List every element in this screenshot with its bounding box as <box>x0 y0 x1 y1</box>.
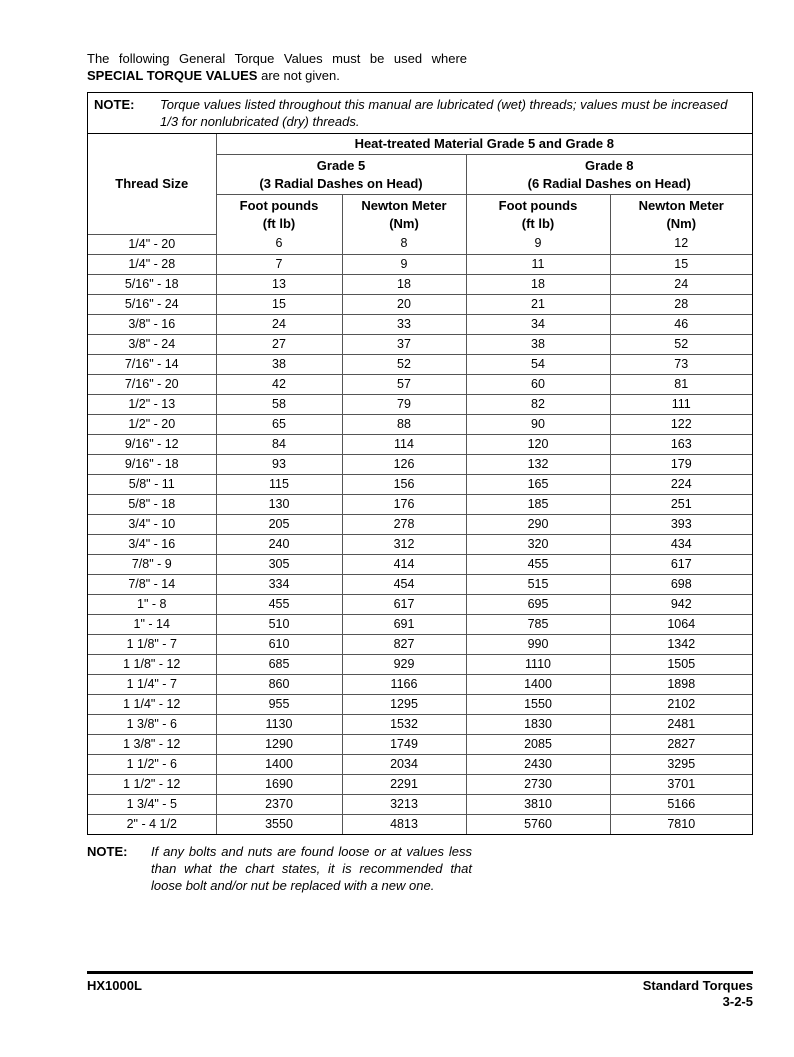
torque-value-cell: 205 <box>216 514 342 534</box>
thread-size-cell: 1 1/4" - 7 <box>88 674 216 694</box>
torque-value-cell: 1130 <box>216 714 342 734</box>
torque-value-cell: 1550 <box>466 694 610 714</box>
newton-meter-unit: (Nm) <box>389 215 419 231</box>
torque-value-cell: 2730 <box>466 774 610 794</box>
torque-value-cell: 617 <box>610 554 752 574</box>
torque-value-cell: 60 <box>466 374 610 394</box>
intro-text <box>87 50 467 84</box>
torque-value-cell: 224 <box>610 474 752 494</box>
torque-value-cell: 38 <box>216 354 342 374</box>
special-torque-values-label: SPECIAL TORQUE VALUES <box>87 68 258 83</box>
thread-size-cell: 5/16" - 24 <box>88 294 216 314</box>
thread-size-cell: 5/16" - 18 <box>88 274 216 294</box>
torque-value-cell: 1505 <box>610 654 752 674</box>
foot-pounds-label: Foot pounds <box>498 197 578 213</box>
torque-value-cell: 929 <box>342 654 466 674</box>
newton-meter-label: Newton Meter <box>361 197 447 213</box>
thread-size-cell: 7/8" - 9 <box>88 554 216 574</box>
thread-size-header: Thread Size <box>88 134 216 234</box>
torque-value-cell: 27 <box>216 334 342 354</box>
torque-value-cell: 21 <box>466 294 610 314</box>
grade5-header <box>216 155 466 195</box>
thread-size-cell: 1 3/4" - 5 <box>88 794 216 814</box>
torque-value-cell: 54 <box>466 354 610 374</box>
thread-size-cell: 1 3/8" - 6 <box>88 714 216 734</box>
table-row <box>88 494 752 514</box>
torque-value-cell: 1690 <box>216 774 342 794</box>
table-row <box>88 474 752 494</box>
torque-value-cell: 13 <box>216 274 342 294</box>
thread-size-cell: 1" - 8 <box>88 594 216 614</box>
torque-value-cell: 251 <box>610 494 752 514</box>
torque-value-cell: 3295 <box>610 754 752 774</box>
intro-line-2-rest: are not given. <box>257 68 340 83</box>
torque-value-cell: 11 <box>466 254 610 274</box>
torque-value-cell: 111 <box>610 394 752 414</box>
thread-size-cell: 9/16" - 12 <box>88 434 216 454</box>
torque-value-cell: 90 <box>466 414 610 434</box>
thread-size-cell: 5/8" - 11 <box>88 474 216 494</box>
torque-value-cell: 320 <box>466 534 610 554</box>
table-row <box>88 714 752 734</box>
torque-value-cell: 1830 <box>466 714 610 734</box>
footer-section <box>643 978 753 1010</box>
grade8-header <box>466 155 752 195</box>
thread-size-cell: 1/2" - 20 <box>88 414 216 434</box>
table-row <box>88 414 752 434</box>
thread-size-cell: 7/8" - 14 <box>88 574 216 594</box>
intro-line-1: The following General Torque Values must be used where <box>87 51 467 66</box>
grade8-newton-meter-header <box>610 195 752 235</box>
torque-value-cell: 57 <box>342 374 466 394</box>
intro-line-2 <box>87 68 340 83</box>
torque-value-cell: 120 <box>466 434 610 454</box>
torque-value-cell: 955 <box>216 694 342 714</box>
table-row <box>88 694 752 714</box>
thread-size-cell: 1" - 14 <box>88 614 216 634</box>
torque-value-cell: 455 <box>466 554 610 574</box>
torque-value-cell: 942 <box>610 594 752 614</box>
torque-value-cell: 6 <box>216 234 342 254</box>
torque-value-cell: 454 <box>342 574 466 594</box>
thread-size-cell: 5/8" - 18 <box>88 494 216 514</box>
torque-value-cell: 5166 <box>610 794 752 814</box>
torque-value-cell: 312 <box>342 534 466 554</box>
torque-value-cell: 3213 <box>342 794 466 814</box>
torque-value-cell: 455 <box>216 594 342 614</box>
table-row <box>88 254 752 274</box>
torque-value-cell: 18 <box>342 274 466 294</box>
torque-value-cell: 3810 <box>466 794 610 814</box>
torque-value-cell: 5760 <box>466 814 610 834</box>
table-row <box>88 434 752 454</box>
torque-value-cell: 130 <box>216 494 342 514</box>
table-row <box>88 514 752 534</box>
table-row <box>88 334 752 354</box>
torque-value-cell: 1400 <box>466 674 610 694</box>
torque-value-cell: 1110 <box>466 654 610 674</box>
footer-model: HX1000L <box>87 978 142 993</box>
torque-value-cell: 15 <box>216 294 342 314</box>
torque-value-cell: 990 <box>466 634 610 654</box>
torque-value-cell: 1400 <box>216 754 342 774</box>
thread-size-cell: 9/16" - 18 <box>88 454 216 474</box>
table-row <box>88 274 752 294</box>
torque-value-cell: 7810 <box>610 814 752 834</box>
table-row <box>88 674 752 694</box>
torque-value-cell: 2827 <box>610 734 752 754</box>
torque-value-cell: 510 <box>216 614 342 634</box>
table-row <box>88 574 752 594</box>
grade5-foot-pounds-header <box>216 195 342 235</box>
table-row <box>88 454 752 474</box>
thread-size-cell: 7/16" - 14 <box>88 354 216 374</box>
torque-value-cell: 122 <box>610 414 752 434</box>
torque-value-cell: 240 <box>216 534 342 554</box>
torque-value-cell: 860 <box>216 674 342 694</box>
torque-value-cell: 2430 <box>466 754 610 774</box>
foot-pounds-unit: (ft lb) <box>521 215 555 231</box>
table-row <box>88 794 752 814</box>
grade8-foot-pounds-header <box>466 195 610 235</box>
torque-value-cell: 28 <box>610 294 752 314</box>
torque-value-cell: 12 <box>610 234 752 254</box>
torque-value-cell: 126 <box>342 454 466 474</box>
thread-size-cell: 1 1/4" - 12 <box>88 694 216 714</box>
torque-value-cell: 176 <box>342 494 466 514</box>
thread-size-cell: 3/4" - 10 <box>88 514 216 534</box>
torque-value-cell: 1064 <box>610 614 752 634</box>
torque-value-cell: 38 <box>466 334 610 354</box>
grade8-subtitle: (6 Radial Dashes on Head) <box>527 175 691 191</box>
torque-value-cell: 1532 <box>342 714 466 734</box>
torque-table-body <box>88 234 752 834</box>
grade5-newton-meter-header <box>342 195 466 235</box>
torque-value-cell: 414 <box>342 554 466 574</box>
torque-value-cell: 52 <box>610 334 752 354</box>
torque-value-cell: 20 <box>342 294 466 314</box>
torque-value-cell: 156 <box>342 474 466 494</box>
note-bottom-text: If any bolts and nuts are found loose or at values less than what the chart states, it is recommended that loose bolt and/or nut be replaced with a new one. <box>151 844 472 893</box>
grade8-title: Grade 8 <box>585 157 634 173</box>
torque-value-cell: 7 <box>216 254 342 274</box>
thread-size-cell: 3/8" - 16 <box>88 314 216 334</box>
torque-value-cell: 515 <box>466 574 610 594</box>
table-row <box>88 354 752 374</box>
thread-size-cell: 3/8" - 24 <box>88 334 216 354</box>
torque-value-cell: 163 <box>610 434 752 454</box>
torque-value-cell: 695 <box>466 594 610 614</box>
table-row <box>88 374 752 394</box>
thread-size-cell: 1 1/8" - 12 <box>88 654 216 674</box>
table-row <box>88 614 752 634</box>
torque-value-cell: 1290 <box>216 734 342 754</box>
note-top <box>88 93 752 134</box>
torque-value-cell: 37 <box>342 334 466 354</box>
material-header: Heat-treated Material Grade 5 and Grade 8 <box>216 134 752 155</box>
footer-page-number: 3-2-5 <box>722 994 753 1009</box>
torque-value-cell: 434 <box>610 534 752 554</box>
thread-size-cell: 1 1/2" - 12 <box>88 774 216 794</box>
torque-value-cell: 290 <box>466 514 610 534</box>
torque-value-cell: 114 <box>342 434 466 454</box>
torque-value-cell: 42 <box>216 374 342 394</box>
torque-value-cell: 685 <box>216 654 342 674</box>
torque-value-cell: 34 <box>466 314 610 334</box>
table-row <box>88 314 752 334</box>
torque-value-cell: 305 <box>216 554 342 574</box>
torque-value-cell: 617 <box>342 594 466 614</box>
torque-value-cell: 2481 <box>610 714 752 734</box>
torque-value-cell: 58 <box>216 394 342 414</box>
torque-value-cell: 9 <box>342 254 466 274</box>
torque-value-cell: 15 <box>610 254 752 274</box>
torque-value-cell: 93 <box>216 454 342 474</box>
table-row <box>88 234 752 254</box>
torque-value-cell: 827 <box>342 634 466 654</box>
torque-value-cell: 2034 <box>342 754 466 774</box>
torque-value-cell: 185 <box>466 494 610 514</box>
torque-value-cell: 4813 <box>342 814 466 834</box>
torque-value-cell: 785 <box>466 614 610 634</box>
torque-value-cell: 3701 <box>610 774 752 794</box>
torque-value-cell: 278 <box>342 514 466 534</box>
table-row <box>88 594 752 614</box>
table-row <box>88 554 752 574</box>
grade5-subtitle: (3 Radial Dashes on Head) <box>259 175 423 191</box>
thread-size-cell: 1/4" - 28 <box>88 254 216 274</box>
torque-value-cell: 698 <box>610 574 752 594</box>
torque-value-cell: 1166 <box>342 674 466 694</box>
torque-value-cell: 334 <box>216 574 342 594</box>
note-bottom <box>87 843 472 894</box>
torque-value-cell: 1295 <box>342 694 466 714</box>
torque-value-cell: 2085 <box>466 734 610 754</box>
table-row <box>88 774 752 794</box>
torque-value-cell: 73 <box>610 354 752 374</box>
table-row <box>88 754 752 774</box>
torque-value-cell: 46 <box>610 314 752 334</box>
torque-value-cell: 691 <box>342 614 466 634</box>
torque-value-cell: 84 <box>216 434 342 454</box>
torque-value-cell: 81 <box>610 374 752 394</box>
table-row <box>88 634 752 654</box>
thread-size-cell: 1/2" - 13 <box>88 394 216 414</box>
newton-meter-unit: (Nm) <box>666 215 697 231</box>
foot-pounds-label: Foot pounds <box>239 197 319 213</box>
torque-value-cell: 1898 <box>610 674 752 694</box>
torque-value-cell: 610 <box>216 634 342 654</box>
torque-value-cell: 3550 <box>216 814 342 834</box>
thread-size-cell: 1 1/8" - 7 <box>88 634 216 654</box>
torque-value-cell: 8 <box>342 234 466 254</box>
torque-value-cell: 82 <box>466 394 610 414</box>
torque-value-cell: 1342 <box>610 634 752 654</box>
torque-value-cell: 24 <box>610 274 752 294</box>
torque-value-cell: 179 <box>610 454 752 474</box>
table-row <box>88 534 752 554</box>
note-top-text: Torque values listed throughout this manual are lubricated (wet) threads; values must be increased 1/3 for nonlubricated (dry) threads. <box>160 97 728 129</box>
table-row <box>88 394 752 414</box>
table-row <box>88 814 752 834</box>
grade5-title: Grade 5 <box>316 157 366 173</box>
torque-value-cell: 393 <box>610 514 752 534</box>
thread-size-cell: 2" - 4 1/2 <box>88 814 216 834</box>
table-row <box>88 734 752 754</box>
torque-value-cell: 115 <box>216 474 342 494</box>
torque-value-cell: 2370 <box>216 794 342 814</box>
torque-table <box>88 134 752 834</box>
torque-value-cell: 18 <box>466 274 610 294</box>
foot-pounds-unit: (ft lb) <box>262 215 296 231</box>
torque-value-cell: 1749 <box>342 734 466 754</box>
torque-value-cell: 65 <box>216 414 342 434</box>
note-bottom-label: NOTE: <box>87 844 128 859</box>
thread-size-cell: 1 3/8" - 12 <box>88 734 216 754</box>
thread-size-cell: 3/4" - 16 <box>88 534 216 554</box>
torque-value-cell: 165 <box>466 474 610 494</box>
torque-value-cell: 132 <box>466 454 610 474</box>
torque-value-cell: 9 <box>466 234 610 254</box>
table-row <box>88 654 752 674</box>
torque-value-cell: 33 <box>342 314 466 334</box>
torque-table-box <box>87 92 753 835</box>
torque-value-cell: 79 <box>342 394 466 414</box>
torque-value-cell: 2291 <box>342 774 466 794</box>
thread-size-cell: 1/4" - 20 <box>88 234 216 254</box>
newton-meter-label: Newton Meter <box>638 197 724 213</box>
torque-value-cell: 88 <box>342 414 466 434</box>
footer-rule <box>87 971 753 974</box>
thread-size-cell: 1 1/2" - 6 <box>88 754 216 774</box>
footer-section-title: Standard Torques <box>642 978 753 993</box>
table-row <box>88 294 752 314</box>
torque-value-cell: 24 <box>216 314 342 334</box>
torque-value-cell: 2102 <box>610 694 752 714</box>
note-top-label: NOTE: <box>94 97 135 112</box>
thread-size-cell: 7/16" - 20 <box>88 374 216 394</box>
torque-value-cell: 52 <box>342 354 466 374</box>
